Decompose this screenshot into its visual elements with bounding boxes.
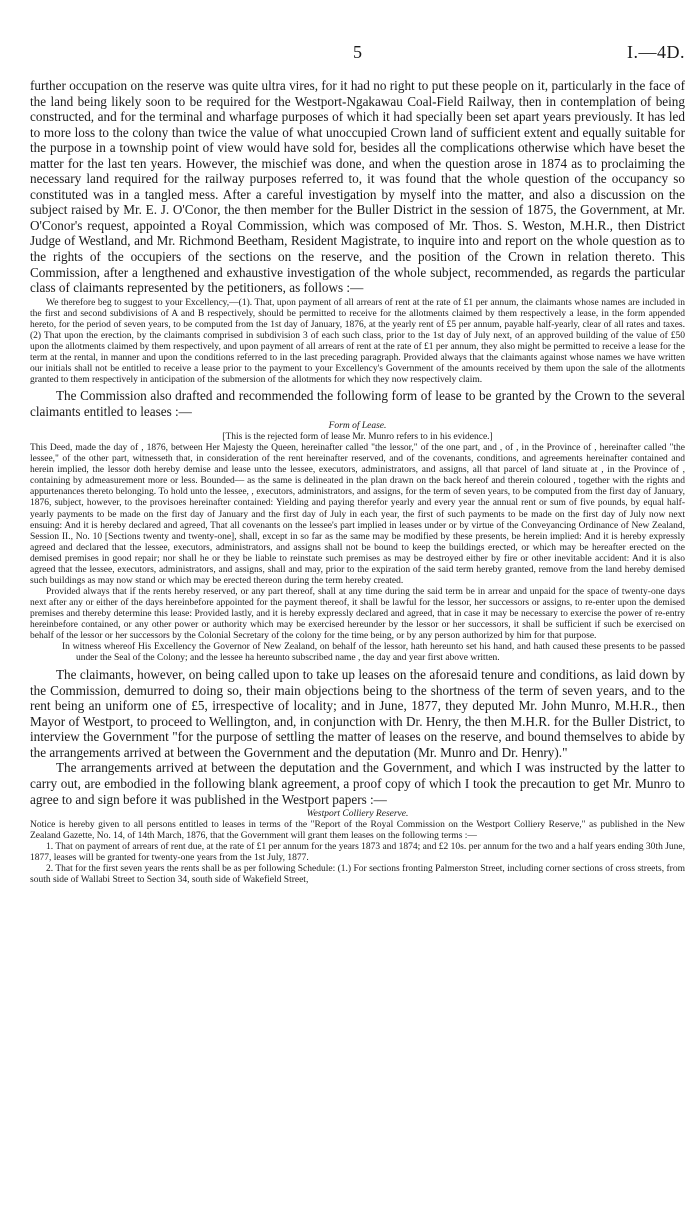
form-of-lease-note: [This is the rejected form of lease Mr. Munro refers to in his evidence.]	[222, 432, 493, 443]
page-header	[30, 42, 685, 64]
commission-recommendation-quote: We therefore beg to suggest to your Excellency,—(1). That, upon payment of all arrears of rent at the rate of £1 per annum, the claimants whose names are included in the first and second subdivisions of A and B respectively, should be permitted to receive for the allotments claimed by them respectively a lease, in the form appended hereto, for the period of seven years, to be computed from the 1st day of January, 1876, at the yearly rent of £5 per annum, payable half-yearly, clear of all rates and taxes. (2) That upon the erection, by the claimants comprised in subdivision 3 of each such class, prior to the 1st day of July next, of an approved building of the value of £50 upon the allotments claimed by them respectively, and upon payment of all arrears of rent at the rate of £1 per annum, they also might be permitted to receive a lease for the term at the rental, in manner and upon the conditions referred to in the last preceding paragraph. Provided always that the claimants against whose names we have written our initials shall not be entitled to receive a lease prior to the payment to your Excellency's Government of the amounts received by them upon the sale of the allotments granted to them respectively in anticipation of the submersion of the allotments for which they now respectively claim.	[30, 297, 685, 385]
lease-deed-body: This Deed, made the day of , 1876, between Her Majesty the Queen, hereinafter called "the lessor," of the one part, and , of , in the Province of , hereinafter called "the lessee," of the other part, witnesseth that, in consideration of the rent hereinafter reserved, and of the covenants, conditions, and agreements hereinafter contained and herein implied, the lessor doth hereby demise and lease unto the lessee, executors, administrators, and assigns, all that parcel of land situate at , in the Province of , containing by admeasurement more or less. Bounded— as the same is delineated in the plan drawn on the back hereof and therein coloured , together with the rights and appurtenances thereto belonging. To hold unto the lessee, , executors, administrators, and assigns, for the term of seven years, to be computed from the first day of January, 1876, subject, however, to the provisoes hereinafter contained: Yielding and paying therefor yearly and every year the annual rent or sum of five pounds, by equal half-yearly payments to be made on the first day of January and the first day of July in each year, the first of such payments to be made on the first day of July now next ensuing: And it is hereby declared and agreed, That all covenants on the lessee's part implied in leases under or by virtue of the Conveyancing Ordinance of New Zealand, Session II., No. 10 [Sections twenty and twenty-one], shall, except in so far as the same may be modified by these presents, be herein implied: And it is hereby expressly agreed and declared that the lessee, executors, administrators, and assigns shall not be bound to keep the buildings erected, or which may be hereafter erected on the demised premises in good repair; nor shall he or they be liable to reinstate such premises as may be destroyed either by fire or other inevitable accident: And it is also agreed that the lessee, executors, administrators, and assigns, shall and may, prior to the expiration of the said term hereby granted, remove from the land hereby demised such buildings as may now stand or which may be erected thereon during the term hereby created.	[30, 443, 685, 586]
notice-term-1: 1. That on payment of arrears of rent due, at the rate of £1 per annum for the years 1873 and 1874; and £2 10s. per annum for the two and a half years ending 30th June, 1877, leases will be granted for twenty-one years from the 1st July, 1877.	[30, 842, 685, 864]
document-reference: I.—4D.	[627, 42, 685, 62]
lease-deed-proviso: Provided always that if the rents hereby reserved, or any part thereof, shall at any time during the said term be in arrear and unpaid for the space of twenty-one days next after any or either of the days hereinbefore appointed for the payment thereof, it shall be lawful for the lessor, her successors or assigns, to re-enter upon the demised premises and thereby determine this lease: Provided lastly, and it is hereby expressly declared and agreed, that in case it may be necessary to exercise the power of re-entry hereinbefore contained, or any other power or authority which may be exercised hereunder by the lessor or her successors, it shall be sufficient if such be exercised on behalf of the lessor or her successors by the Colonial Secretary of the colony for the time being, or by any person authorized by him for that purpose.	[30, 586, 685, 642]
paragraph-form-of-lease-intro: The Commission also drafted and recommended the following form of lease to be granted by the Crown to the several claimants entitled to leases :—	[30, 388, 685, 419]
notice-term-2: 2. That for the first seven years the rents shall be as per following Schedule: (1.) For sections fronting Palmerston Street, including corner sections of cross streets, from south side of Wallabi Street to Section 34, south side of Wakefield Street,	[30, 864, 685, 886]
paragraph-claimants-objection: The claimants, however, on being called upon to take up leases on the aforesaid tenure and conditions, as laid down by the Commission, demurred to doing so, their main objections being to the shortness of the term of seven years, and to the rent being an uniform one of £5, irrespective of locality; and in June, 1877, they deputed Mr. John Munro, M.H.R., then Mayor of Westport, to proceed to Wellington, and, in conjunction with Dr. Henry, the then M.H.R. for the Buller District, to interview the Government "for the purpose of settling the matter of leases on the reserve, and bound themselves to abide by the arrangements arrived at between the Government and the deputation (Mr. Munro and Dr. Henry)."	[30, 667, 685, 760]
notice-preamble: Notice is hereby given to all persons entitled to leases in terms of the "Report of the Royal Commission on the Westport Colliery Reserve," as published in the New Zealand Gazette, No. 14, of 14th March, 1876, that the Government will grant them leases on the following terms :—	[30, 820, 685, 842]
lease-deed-witness-clause: In witness whereof His Excellency the Governor of New Zealand, on behalf of the lessor, hath hereunto set his hand, and hath caused these presents to be passed under the Seal of the Colony; and the lessee ha hereunto subscribed name , the day and year first above written.	[62, 642, 685, 664]
notice-title: Westport Colliery Reserve.	[306, 809, 409, 820]
paragraph-occupation-history: further occupation on the reserve was quite ultra vires, for it had no right to put these people on it, particularly in the face of the land being likely soon to be required for the Westport-Ngakawau Coal-Field Railway, then in contemplation of being constructed, and for the terminal and wharfage purposes of which it had specially been set apart years previously. It has led to more loss to the colony than twice the value of what unoccupied Crown land of sufficient extent and equally suitable for the purpose in a township point of view would have sold for, besides all the complications otherwise which have beset the matter for the last ten years. However, the mischief was done, and when the question arose in 1874 as to proclaiming the necessary land required for the railway purposes referred to, it was found that the whole question of the occupancy so constituted was in a tangled mess. After a careful investigation by myself into the matter, and also a discussion on the subject raised by Mr. E. J. O'Conor, the then member for the Buller District in the session of 1875, the Government, at Mr. O'Conor's request, appointed a Royal Commission, which was composed of Mr. Thos. S. Weston, M.H.R., then District Judge of Westland, and Mr. Richmond Beetham, Resident Magistrate, to inquire into and report on the whole question as to the rights of the occupiers of the sections on the reserve, and the position of the Crown in relation thereto. This Commission, after a lengthened and exhaustive investigation of the whole subject, recommended, as regards the particular class of claimants represented by the petitioners, as follows :—	[30, 78, 685, 296]
main-text-column	[30, 78, 685, 886]
form-of-lease-title: Form of Lease.	[328, 421, 387, 432]
paragraph-arrangements: The arrangements arrived at between the deputation and the Government, and which I was instructed by the latter to carry out, are embodied in the following blank agreement, a proof copy of which I took the precaution to get Mr. Munro to agree to and sign before it was published in the Westport papers :—	[30, 760, 685, 807]
page-number: 5	[353, 42, 362, 62]
